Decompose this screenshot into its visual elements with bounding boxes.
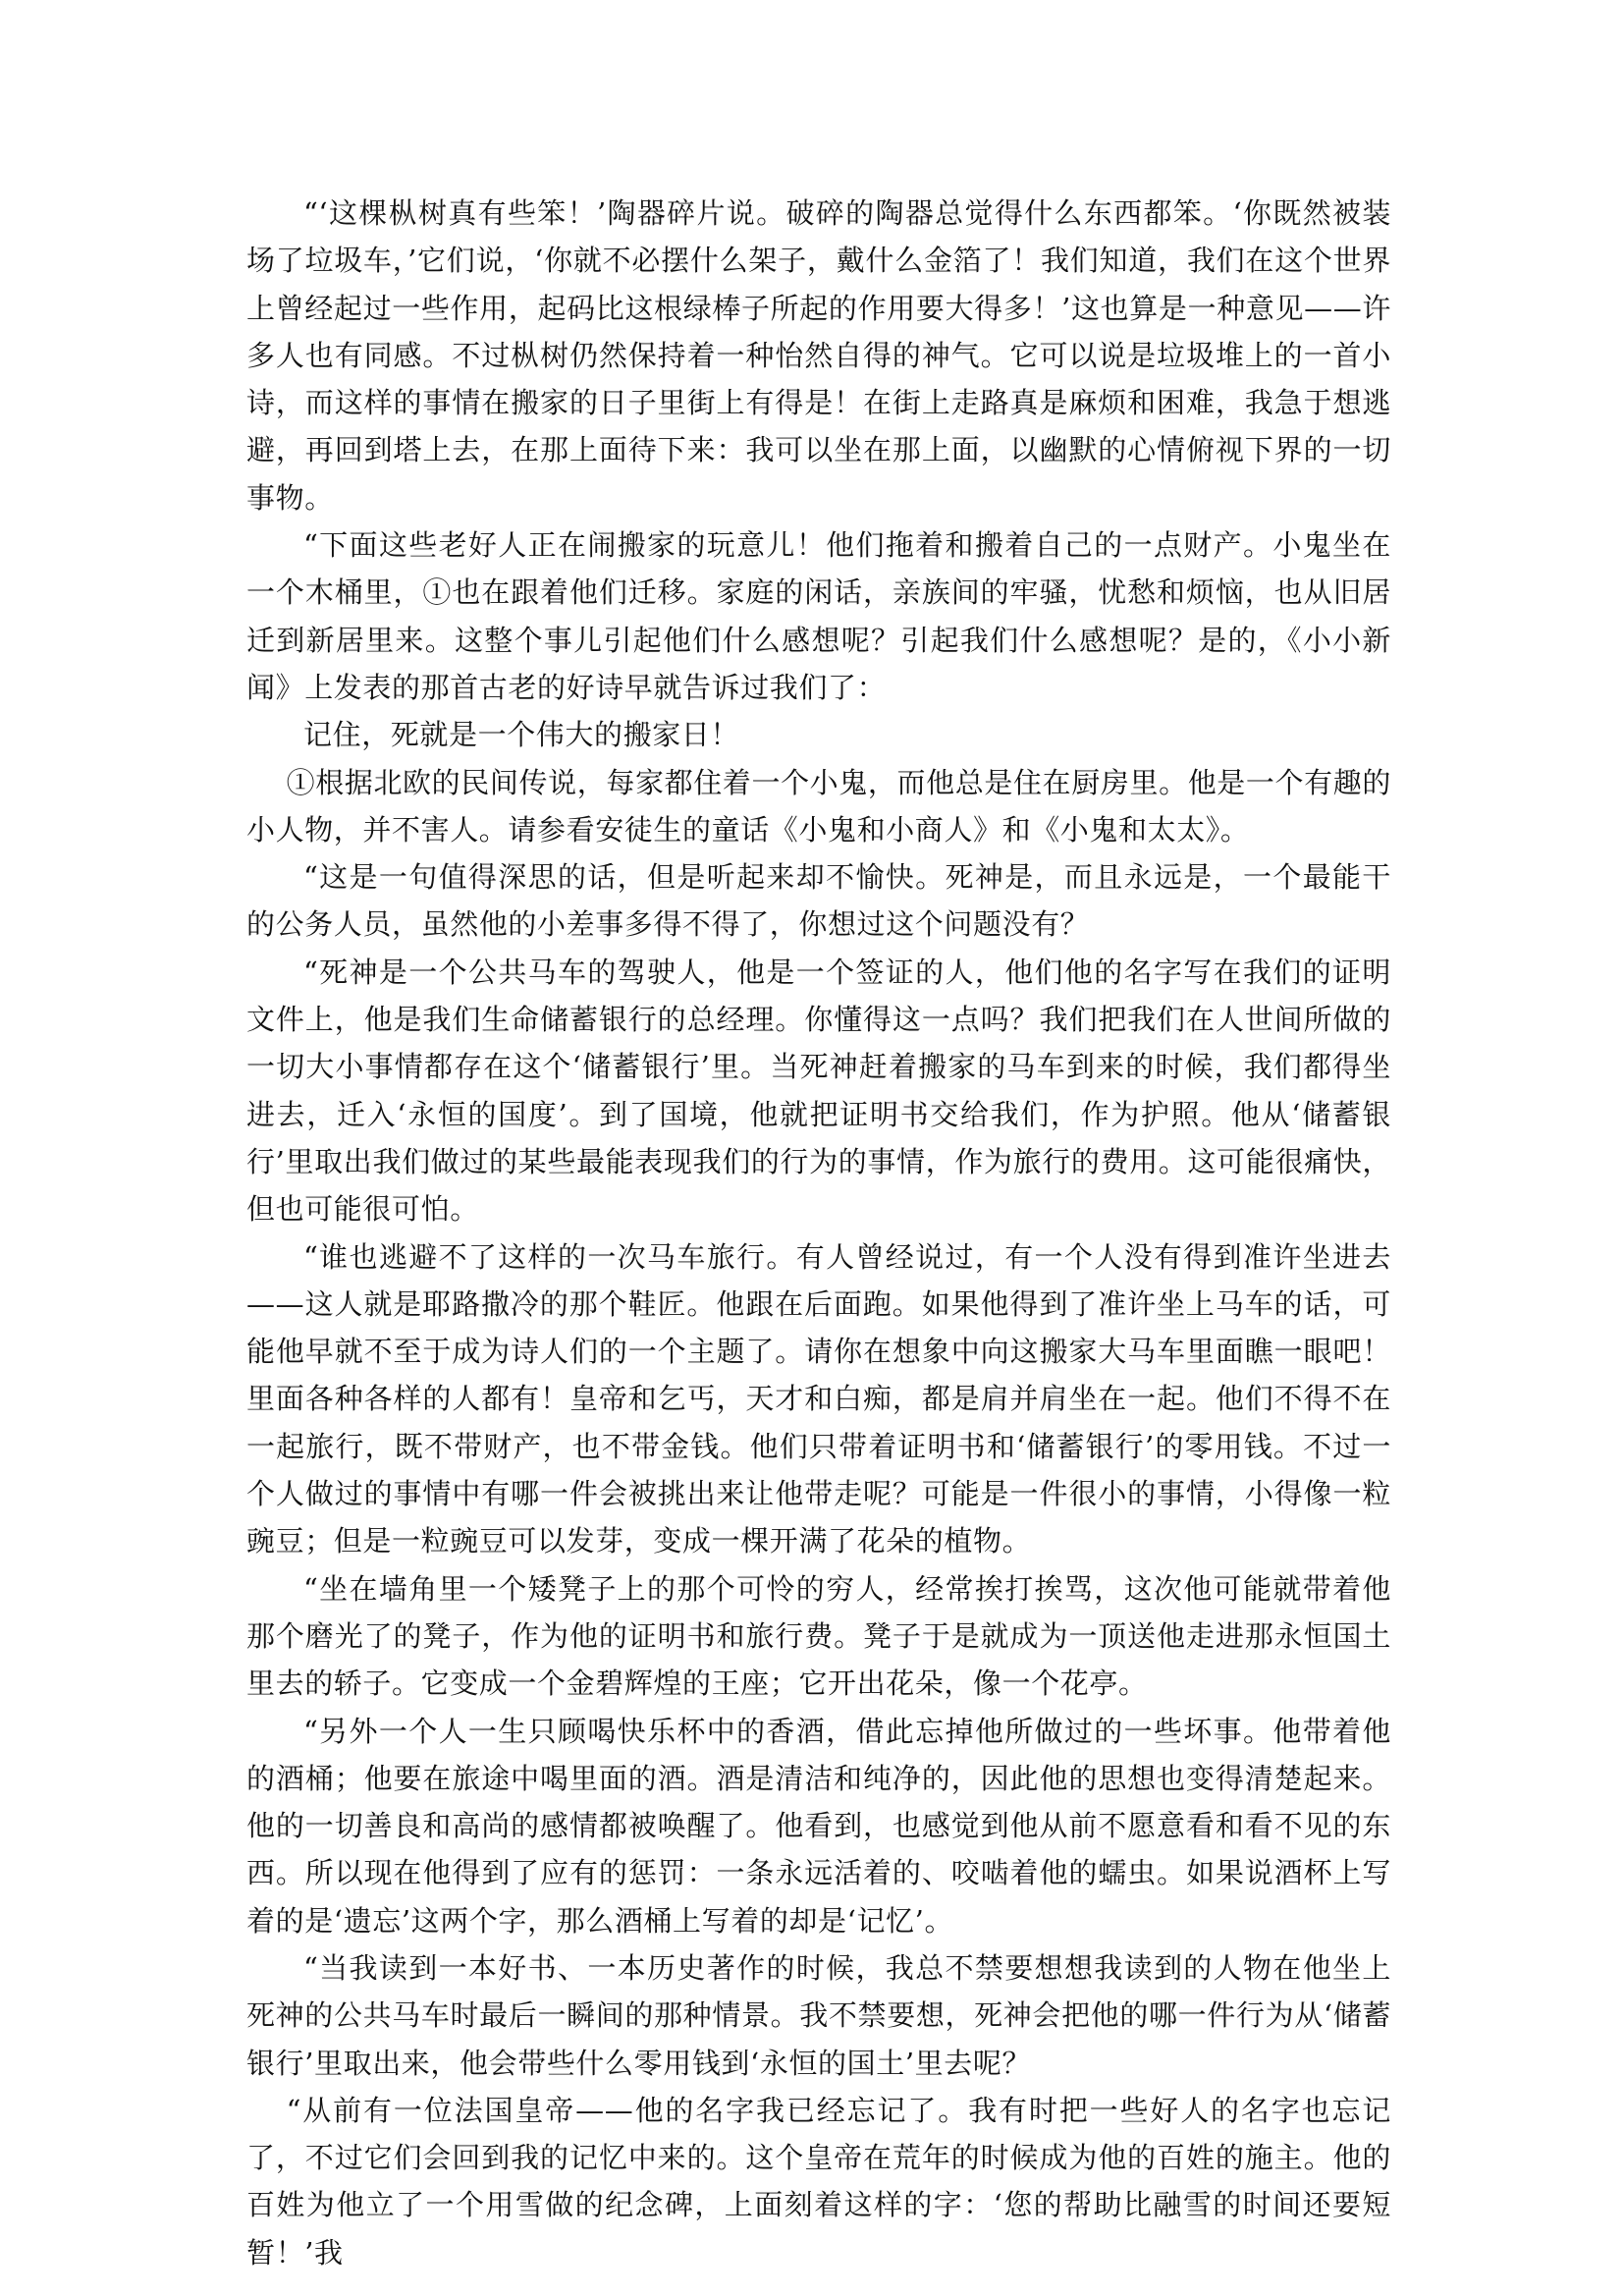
paragraph-6: “坐在墙角里一个矮凳子上的那个可怜的穷人，经常挨打挨骂，这次他可能就带着他那个磨光了的凳子，作为他的证明书和旅行费。凳子于是就成为一顶送他走进那永恒国土里去的轿子。它变成一个金碧辉煌的王座；它开出花朵，像一个花亭。 bbox=[246, 1571, 1391, 1701]
paragraph-7: “另外一个人一生只顾喝快乐杯中的香酒，借此忘掉他所做过的一些坏事。他带着他的酒桶；他要在旅途中喝里面的酒。酒是清洁和纯净的，因此他的思想也变得清楚起来。他的一切善良和高尚的感情都被唤醒了。他看到，也感觉到他从前不愿意看和看不见的东西。所以现在他得到了应有的惩罚：一条永远活着的、咬啮着他的蠕虫。如果说酒杯上写着的是‘遗忘’这两个字，那么酒桶上写着的却是‘记忆’。 bbox=[246, 1714, 1391, 1938]
paragraph-9: “从前有一位法国皇帝——他的名字我已经忘记了。我有时把一些好人的名字也忘记了，不过它们会回到我的记忆中来的。这个皇帝在荒年的时候成为他的百姓的施主。他的百姓为他立了一个用雪做的纪念碑，上面刻着这样的字：‘您的帮助比融雪的时间还要短暂！’我 bbox=[246, 2093, 1391, 2269]
footnote: ①根据北欧的民间传说，每家都住着一个小鬼，而他总是住在厨房里。他是一个有趣的小人物，并不害人。请参看安徒生的童话《小鬼和小商人》和《小鬼和太太》。 bbox=[246, 765, 1391, 847]
paragraph-4: “死神是一个公共马车的驾驶人，他是一个签证的人，他们他的名字写在我们的证明文件上，他是我们生命储蓄银行的总经理。你懂得这一点吗？我们把我们在人世间所做的一切大小事情都存在这个‘储蓄银行’里。当死神赶着搬家的马车到来的时候，我们都得坐进去，迁入‘永恒的国度’。到了国境，他就把证明书交给我们，作为护照。他从‘储蓄银行’里取出我们做过的某些最能表现我们的行为的事情，作为旅行的费用。这可能很痛快，但也可能很可怕。 bbox=[246, 955, 1391, 1227]
paragraph-8: “当我读到一本好书、一本历史著作的时候，我总不禁要想想我读到的人物在他坐上死神的公共马车时最后一瞬间的那种情景。我不禁要想，死神会把他的哪一件行为从‘储蓄银行’里取出来，他会带些什么零用钱到‘永恒的国土’里去呢？ bbox=[246, 1950, 1391, 2080]
paragraph-3: “这是一句值得深思的话，但是听起来却不愉快。死神是，而且永远是，一个最能干的公务人员，虽然他的小差事多得不得了，你想过这个问题没有？ bbox=[246, 860, 1391, 942]
paragraph-5: “谁也逃避不了这样的一次马车旅行。有人曾经说过，有一个人没有得到准许坐进去——这人就是耶路撒冷的那个鞋匠。他跟在后面跑。如果他得到了准许坐上马车的话，可能他早就不至于成为诗人们的一个主题了。请你在想象中向这搬家大马车里面瞧一眼吧！里面各种各样的人都有！皇帝和乞丐，天才和白痴，都是肩并肩坐在一起。他们不得不在一起旅行，既不带财产，也不带金钱。他们只带着证明书和‘储蓄银行’的零用钱。不过一个人做过的事情中有哪一件会被挑出来让他带走呢？可能是一件很小的事情，小得像一粒豌豆；但是一粒豌豆可以发芽，变成一棵开满了花朵的植物。 bbox=[246, 1239, 1391, 1558]
body-text bbox=[246, 190, 1391, 2276]
poem-line: 记住，死就是一个伟大的搬家日！ bbox=[303, 718, 740, 752]
paragraph-1: “‘这棵枞树真有些笨！’陶器碎片说。破碎的陶器总觉得什么东西都笨。‘你既然被装场了垃圾车，’它们说，‘你就不必摆什么架子，戴什么金箔了！我们知道，我们在这个世界上曾经起过一些作用，起码比这根绿棒子所起的作用要大得多！’这也算是一种意见——许多人也有同感。不过枞树仍然保持着一种怡然自得的神气。它可以说是垃圾堆上的一首小诗，而这样的事情在搬家的日子里街上有得是！在街上走路真是麻烦和困难，我急于想逃避，再回到塔上去，在那上面待下来：我可以坐在那上面，以幽默的心情俯视下界的一切事物。 bbox=[246, 196, 1391, 515]
paragraph-2: “下面这些老好人正在闹搬家的玩意儿！他们拖着和搬着自己的一点财产。小鬼坐在一个木桶里，①也在跟着他们迁移。家庭的闲话，亲族间的牢骚，忧愁和烦恼，也从旧居迁到新居里来。这整个事儿引起他们什么感想呢？引起我们什么感想呢？是的，《小小新闻》上发表的那首古老的好诗早就告诉过我们了： bbox=[246, 528, 1391, 704]
